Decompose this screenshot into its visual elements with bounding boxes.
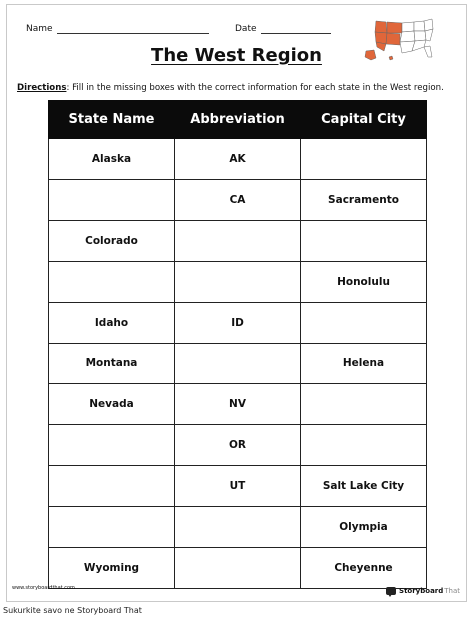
table-row <box>49 384 427 425</box>
date-field <box>235 24 331 34</box>
abbreviation-cell[interactable]: CA <box>175 179 301 220</box>
table-row <box>49 302 427 343</box>
capital-cell[interactable] <box>301 425 427 466</box>
abbreviation-cell[interactable] <box>175 261 301 302</box>
capital-cell[interactable]: Salt Lake City <box>301 466 427 507</box>
state-cell[interactable] <box>49 261 175 302</box>
name-field <box>26 24 209 34</box>
table-row <box>49 179 427 220</box>
abbreviation-cell[interactable]: NV <box>175 384 301 425</box>
table-row <box>49 466 427 507</box>
brand-logo <box>386 587 460 595</box>
capital-cell[interactable] <box>301 302 427 343</box>
abbreviation-cell[interactable] <box>175 548 301 589</box>
state-cell[interactable] <box>49 507 175 548</box>
table-row <box>49 139 427 180</box>
capital-cell[interactable] <box>301 139 427 180</box>
abbreviation-cell[interactable] <box>175 220 301 261</box>
table-row <box>49 343 427 384</box>
caption-text: Sukurkite savo ne Storyboard That <box>3 606 142 615</box>
table-row <box>49 507 427 548</box>
state-cell[interactable] <box>49 425 175 466</box>
table-row <box>49 261 427 302</box>
state-cell[interactable]: Alaska <box>49 139 175 180</box>
directions-text <box>17 83 444 93</box>
header-state-name: State Name <box>49 101 175 139</box>
state-cell[interactable]: Idaho <box>49 302 175 343</box>
table-row <box>49 548 427 589</box>
capital-cell[interactable]: Helena <box>301 343 427 384</box>
abbreviation-cell[interactable] <box>175 343 301 384</box>
state-cell[interactable] <box>49 466 175 507</box>
worksheet <box>6 4 467 602</box>
abbreviation-cell[interactable]: OR <box>175 425 301 466</box>
header-capital-city: Capital City <box>301 101 427 139</box>
date-label: Date <box>235 24 257 34</box>
abbreviation-cell[interactable]: ID <box>175 302 301 343</box>
capital-cell[interactable]: Honolulu <box>301 261 427 302</box>
name-blank[interactable] <box>57 24 209 34</box>
table-row <box>49 220 427 261</box>
header-abbreviation: Abbreviation <box>175 101 301 139</box>
state-cell[interactable] <box>49 179 175 220</box>
brand-suffix: That <box>444 587 460 595</box>
abbreviation-cell[interactable]: UT <box>175 466 301 507</box>
abbreviation-cell[interactable] <box>175 507 301 548</box>
capital-cell[interactable] <box>301 220 427 261</box>
state-cell[interactable]: Montana <box>49 343 175 384</box>
capital-cell[interactable]: Cheyenne <box>301 548 427 589</box>
state-cell[interactable]: Nevada <box>49 384 175 425</box>
footer-url: www.storyboardthat.com <box>12 585 75 591</box>
state-cell[interactable]: Wyoming <box>49 548 175 589</box>
capital-cell[interactable] <box>301 384 427 425</box>
brand-main: Storyboard <box>399 587 444 595</box>
table-header-row <box>49 101 427 139</box>
table-row <box>49 425 427 466</box>
name-label: Name <box>26 24 53 34</box>
date-blank[interactable] <box>261 24 331 34</box>
directions-label: Directions <box>17 83 67 93</box>
state-cell[interactable]: Colorado <box>49 220 175 261</box>
capital-cell[interactable]: Sacramento <box>301 179 427 220</box>
speech-bubble-icon <box>386 587 396 595</box>
capital-cell[interactable]: Olympia <box>301 507 427 548</box>
states-table <box>48 100 427 589</box>
directions-body: : Fill in the missing boxes with the correct information for each state in the West region. <box>66 83 444 93</box>
abbreviation-cell[interactable]: AK <box>175 139 301 180</box>
page-title: The West Region <box>151 45 322 66</box>
